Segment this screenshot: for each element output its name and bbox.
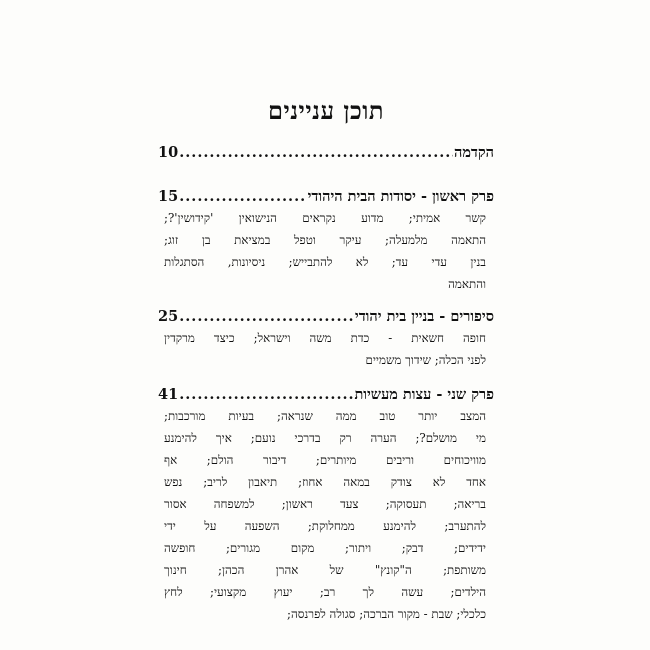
subtopic-line: משותפת; ה"קונץ" של אהרן הכהן; חינוך xyxy=(164,563,486,577)
entry-subtopics xyxy=(164,327,486,371)
subtopic-line: הילדים; עשה לך רב; יעוץ מקצועי; לחץ xyxy=(164,585,486,599)
entry-page-number: 10 xyxy=(158,144,179,161)
subtopic-line: קשר אמיתי; מדוע נקראים הנישואין 'קידושין'?; xyxy=(164,211,486,225)
leader-dots xyxy=(179,188,306,205)
entry-title: הקדמה xyxy=(453,144,494,161)
toc-entry-stories xyxy=(158,308,494,326)
table-of-contents-page xyxy=(158,0,494,650)
subtopic-line: חופה חשאית - כדת משה וישראל; כיצד מרקדין xyxy=(164,331,486,345)
leader-dots xyxy=(179,308,354,325)
toc-entry-chapter-two xyxy=(158,386,494,404)
subtopic-line: והתאמה xyxy=(448,277,486,291)
subtopic-line: המצב יותר טוב ממה שנראה; בעיות מורכבות; xyxy=(164,409,486,423)
entry-subtopics xyxy=(164,207,486,295)
subtopic-line: לפני הכלה; שידוך משמיים xyxy=(365,353,486,367)
entry-title: סיפורים - בניין בית יהודי xyxy=(354,308,494,325)
subtopic-line: אחד לא צודק במאה אחוז; תיאבון לריב; נפש xyxy=(164,475,486,489)
subtopic-line: מי מושלם?; הערה רק בדרכי נועם; איך להימנע xyxy=(164,431,486,445)
subtopic-line: בנין עדי עד; לא להתבייש; ניסיונות, הסתגלות xyxy=(164,255,486,269)
leader-dots xyxy=(179,144,453,161)
subtopic-line: להתערב; להימנע ממחלוקת; השפעה על ידי xyxy=(164,519,486,533)
entry-subtopics xyxy=(164,405,486,625)
subtopic-line: התאמה מלמעלה; עיקר וטפל במציאת בן זוג; xyxy=(164,233,486,247)
subtopic-line: ידידים; דבק; ויתור; מקום מגורים; חופשה xyxy=(164,541,486,555)
toc-entry-chapter-one xyxy=(158,188,494,206)
page-title: תוכן עניינים xyxy=(267,96,385,125)
subtopic-line: כלכלי; שבת - מקור הברכה; סגולה לפרנסה; xyxy=(287,607,486,621)
subtopic-line: בריאה; תעסוקה; צעד ראשון; למשפחה אסור xyxy=(164,497,486,511)
entry-page-number: 25 xyxy=(158,308,179,325)
entry-page-number: 15 xyxy=(158,188,179,205)
toc-entry-introduction xyxy=(158,144,494,162)
entry-title: פרק שני - עצות מעשיות xyxy=(354,386,494,403)
subtopic-line: מוויכוחים וריבים מיותרים; דיבור הולם; אף xyxy=(164,453,486,467)
entry-title: פרק ראשון - יסודות הבית היהודי xyxy=(307,188,494,205)
entry-page-number: 41 xyxy=(158,386,179,403)
leader-dots xyxy=(179,386,353,403)
